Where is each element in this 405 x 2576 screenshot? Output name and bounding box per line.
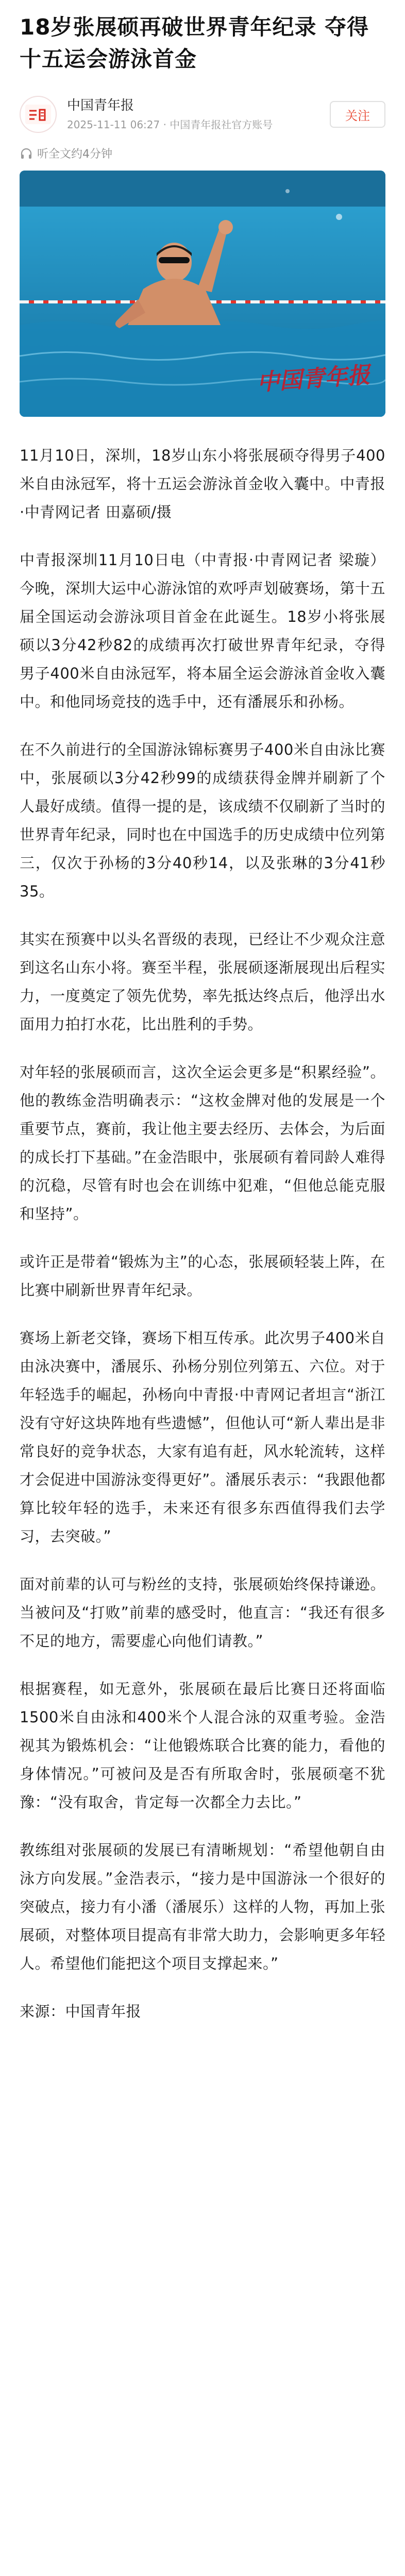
body-paragraph: 根据赛程，如无意外，张展硕在最后比赛日还将面临1500米自由泳和400米个人混合泳的双重考验。金浩视其为锻炼机会：“让他锻炼联合比赛的能力，看他的身体情况。”可被问及是否有所取舍时，张展硕毫不犹豫：“没有取舍，肯定每一次都全力去比。” xyxy=(20,1680,385,1811)
photo-watermark: 中国青年报 xyxy=(256,362,371,396)
article-title: 18岁张展硕再破世界青年纪录 夺得十五运会游泳首金 xyxy=(20,14,369,72)
headphones-icon xyxy=(20,147,33,160)
body-paragraph: 面对前辈的认可与粉丝的支持，张展硕始终保持谦逊。当被问及“打败”前辈的感受时，他直言：“我还有很多不足的地方，需要虚心向他们请教。” xyxy=(20,1575,385,1650)
publish-meta: 2025-11-11 06:27 · 中国青年报社官方账号 xyxy=(67,118,273,131)
newspaper-logo-icon xyxy=(23,99,53,129)
body-paragraph: 对年轻的张展硕而言，这次全运会更多是“积累经验”。他的教练金浩明确表示：“这枚金牌对他的发展是一个重要节点，赛前，我让他主要去经历、去体会，为后面的成长打下基础。”在金浩眼中，张展硕有着同龄人难得的沉稳，尽管有时也会在训练中犯难，“但他总能克服和坚持”。 xyxy=(20,1063,385,1223)
body-paragraph: 中青报深圳11月10日电（中青报·中青网记者 梁璇）今晚，深圳大运中心游泳馆的欢呼声划破赛场，第十五届全国运动会游泳项目首金在此诞生。18岁小将张展硕以3分42秒82的成绩再次打破世界青年纪录，夺得男子400米自由泳冠军，将本届全运会游泳首金收入囊中。和他同场竞技的选手中，还有潘展乐和孙杨。 xyxy=(20,551,385,710)
body-paragraph: 教练组对张展硕的发展已有清晰规划：“希望他朝自由泳方向发展。”金浩表示，“接力是中国游泳一个很好的突破点，接力有小潘（潘展乐）这样的人物，再加上张展硕，对整体项目提高有非常大助力，会影响更多年轻人。希望他们能把这个项目支撑起来。” xyxy=(20,1841,385,1972)
body-paragraph: 在不久前进行的全国游泳锦标赛男子400米自由泳比赛中，张展硕以3分42秒99的成绩获得金牌并刷新了个人最好成绩。值得一提的是，该成绩不仅刷新了当时的世界青年纪录，同时也在中国选手的历史成绩中位列第三，仅次于孙杨的3分40秒14，以及张琳的3分41秒35。 xyxy=(20,741,385,900)
author-avatar[interactable] xyxy=(20,96,57,133)
body-paragraph: 其实在预赛中以头名晋级的表现，已经让不少观众注意到这名山东小将。赛至半程，张展硕逐渐展现出后程实力，一度奠定了领先优势，率先抵达终点后，他浮出水面用力拍打水花，比出胜利的手势。 xyxy=(20,930,385,1033)
author-info xyxy=(67,96,330,132)
photo-caption-paragraph: 11月10日，深圳，18岁山东小将张展硕夺得男子400米自由泳冠军，将十五运会游泳首金收入囊中。中青报·中青网记者 田嘉硕/摄 xyxy=(20,447,385,521)
source-line: 来源：中国青年报 xyxy=(20,2003,142,2020)
author-name[interactable]: 中国青年报 xyxy=(67,98,134,113)
body-paragraph: 赛场上新老交锋，赛场下相互传承。此次男子400米自由泳决赛中，潘展乐、孙杨分别位列第五、六位。对于年轻选手的崛起，孙杨向中青报·中青网记者坦言“浙江没有守好这块阵地有些遗憾”，但他认可“新人辈出是非常良好的竞争状态，大家有追有赶，风水轮流转，这样才会促进中国游泳变得更好”。潘展乐表示：“我跟他都算比较年轻的选手，未来还有很多东西值得我们去学习，去突破。” xyxy=(20,1329,385,1545)
follow-button[interactable]: 关注 xyxy=(330,101,385,128)
author-row xyxy=(20,93,385,136)
listen-label: 听全文约4分钟 xyxy=(37,148,112,161)
listen-audio-link[interactable] xyxy=(20,145,385,161)
hero-photo[interactable] xyxy=(20,171,385,417)
body-paragraph: 或许正是带着“锻炼为主”的心态，张展硕轻装上阵，在比赛中刷新世界青年纪录。 xyxy=(20,1253,385,1299)
article-body xyxy=(20,442,385,2026)
